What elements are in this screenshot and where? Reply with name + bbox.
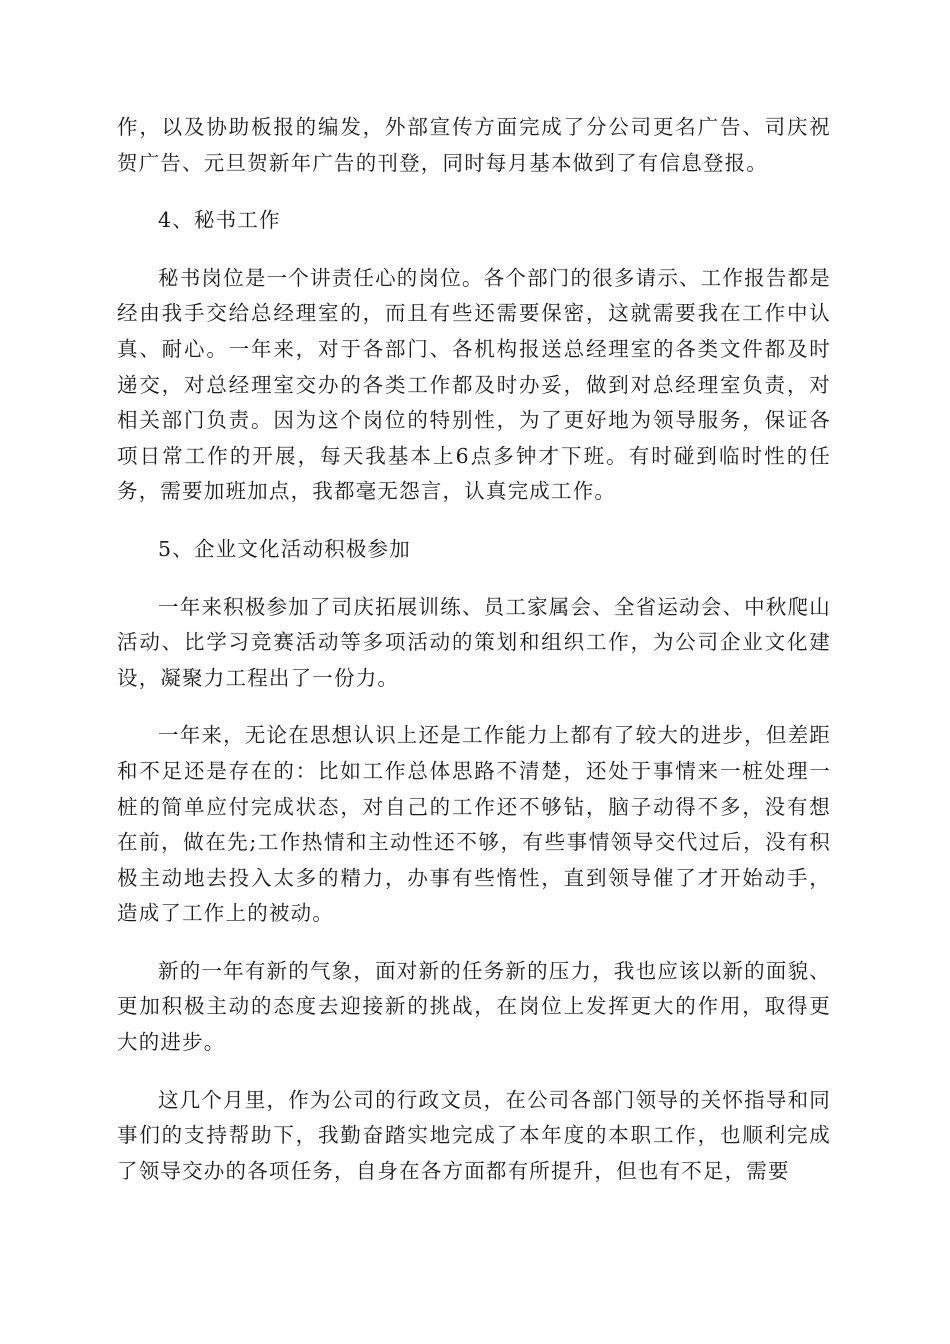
paragraph-secretary: 秘书岗位是一个讲责任心的岗位。各个部门的很多请示、工作报告都是经由我手交给总经理室的，而且有些还需要保密，这就需要我在工作中认真、耐心。一年来，对于各部门、各机构报送总经理室的各类文件都及时递交，对总经理室交办的各类工作都及时办妥，做到对总经理室负责，对相关部门负责。因为这个岗位的特别性，为了更好地为领导服务，保证各项日常工作的开展，每天我基本上6点多钟才下班。有时碰到临时性的任务，需要加班加点，我都毫无怨言，认真完成工作。	[117, 265, 831, 504]
paragraph-summary: 这几个月里，作为公司的行政文员，在公司各部门领导的关怀指导和同事们的支持帮助下，我勤奋踏实地完成了本年度的本职工作，也顺利完成了领导交办的各项任务，自身在各方面都有所提升，但也有不足，需要	[117, 1087, 831, 1183]
paragraph-new-year: 新的一年有新的气象，面对新的任务新的压力，我也应该以新的面貌、更加积极主动的态度去迎接新的挑战，在岗位上发挥更大的作用，取得更大的进步。	[117, 958, 831, 1055]
paragraph-continuation: 作，以及协助板报的编发，外部宣传方面完成了分公司更名广告、司庆祝贺广告、元旦贺新年广告的刊登，同时每月基本做到了有信息登报。	[117, 115, 831, 175]
section-heading-culture: 5、企业文化活动积极参加	[158, 536, 411, 561]
paragraph-culture: 一年来积极参加了司庆拓展训练、员工家属会、全省运动会、中秋爬山活动、比学习竞赛活动等多项活动的策划和组织工作，为公司企业文化建设，凝聚力工程出了一份力。	[117, 594, 831, 690]
document-page	[117, 110, 831, 1189]
section-heading-secretary: 4、秘书工作	[158, 208, 281, 233]
paragraph-shortcomings: 一年来，无论在思想认识上还是工作能力上都有了较大的进步，但差距和不足还是存在的：比如工作总体思路不清楚，还处于事情来一桩处理一桩的简单应付完成状态，对自己的工作还不够钻，脑子动得不多，没有想在前，做在先;工作热情和主动性还不够，有些事情领导交代过后，没有积极主动地去投入太多的精力，办事有些惰性，直到领导催了才开始动手，造成了工作上的被动。	[117, 723, 831, 926]
